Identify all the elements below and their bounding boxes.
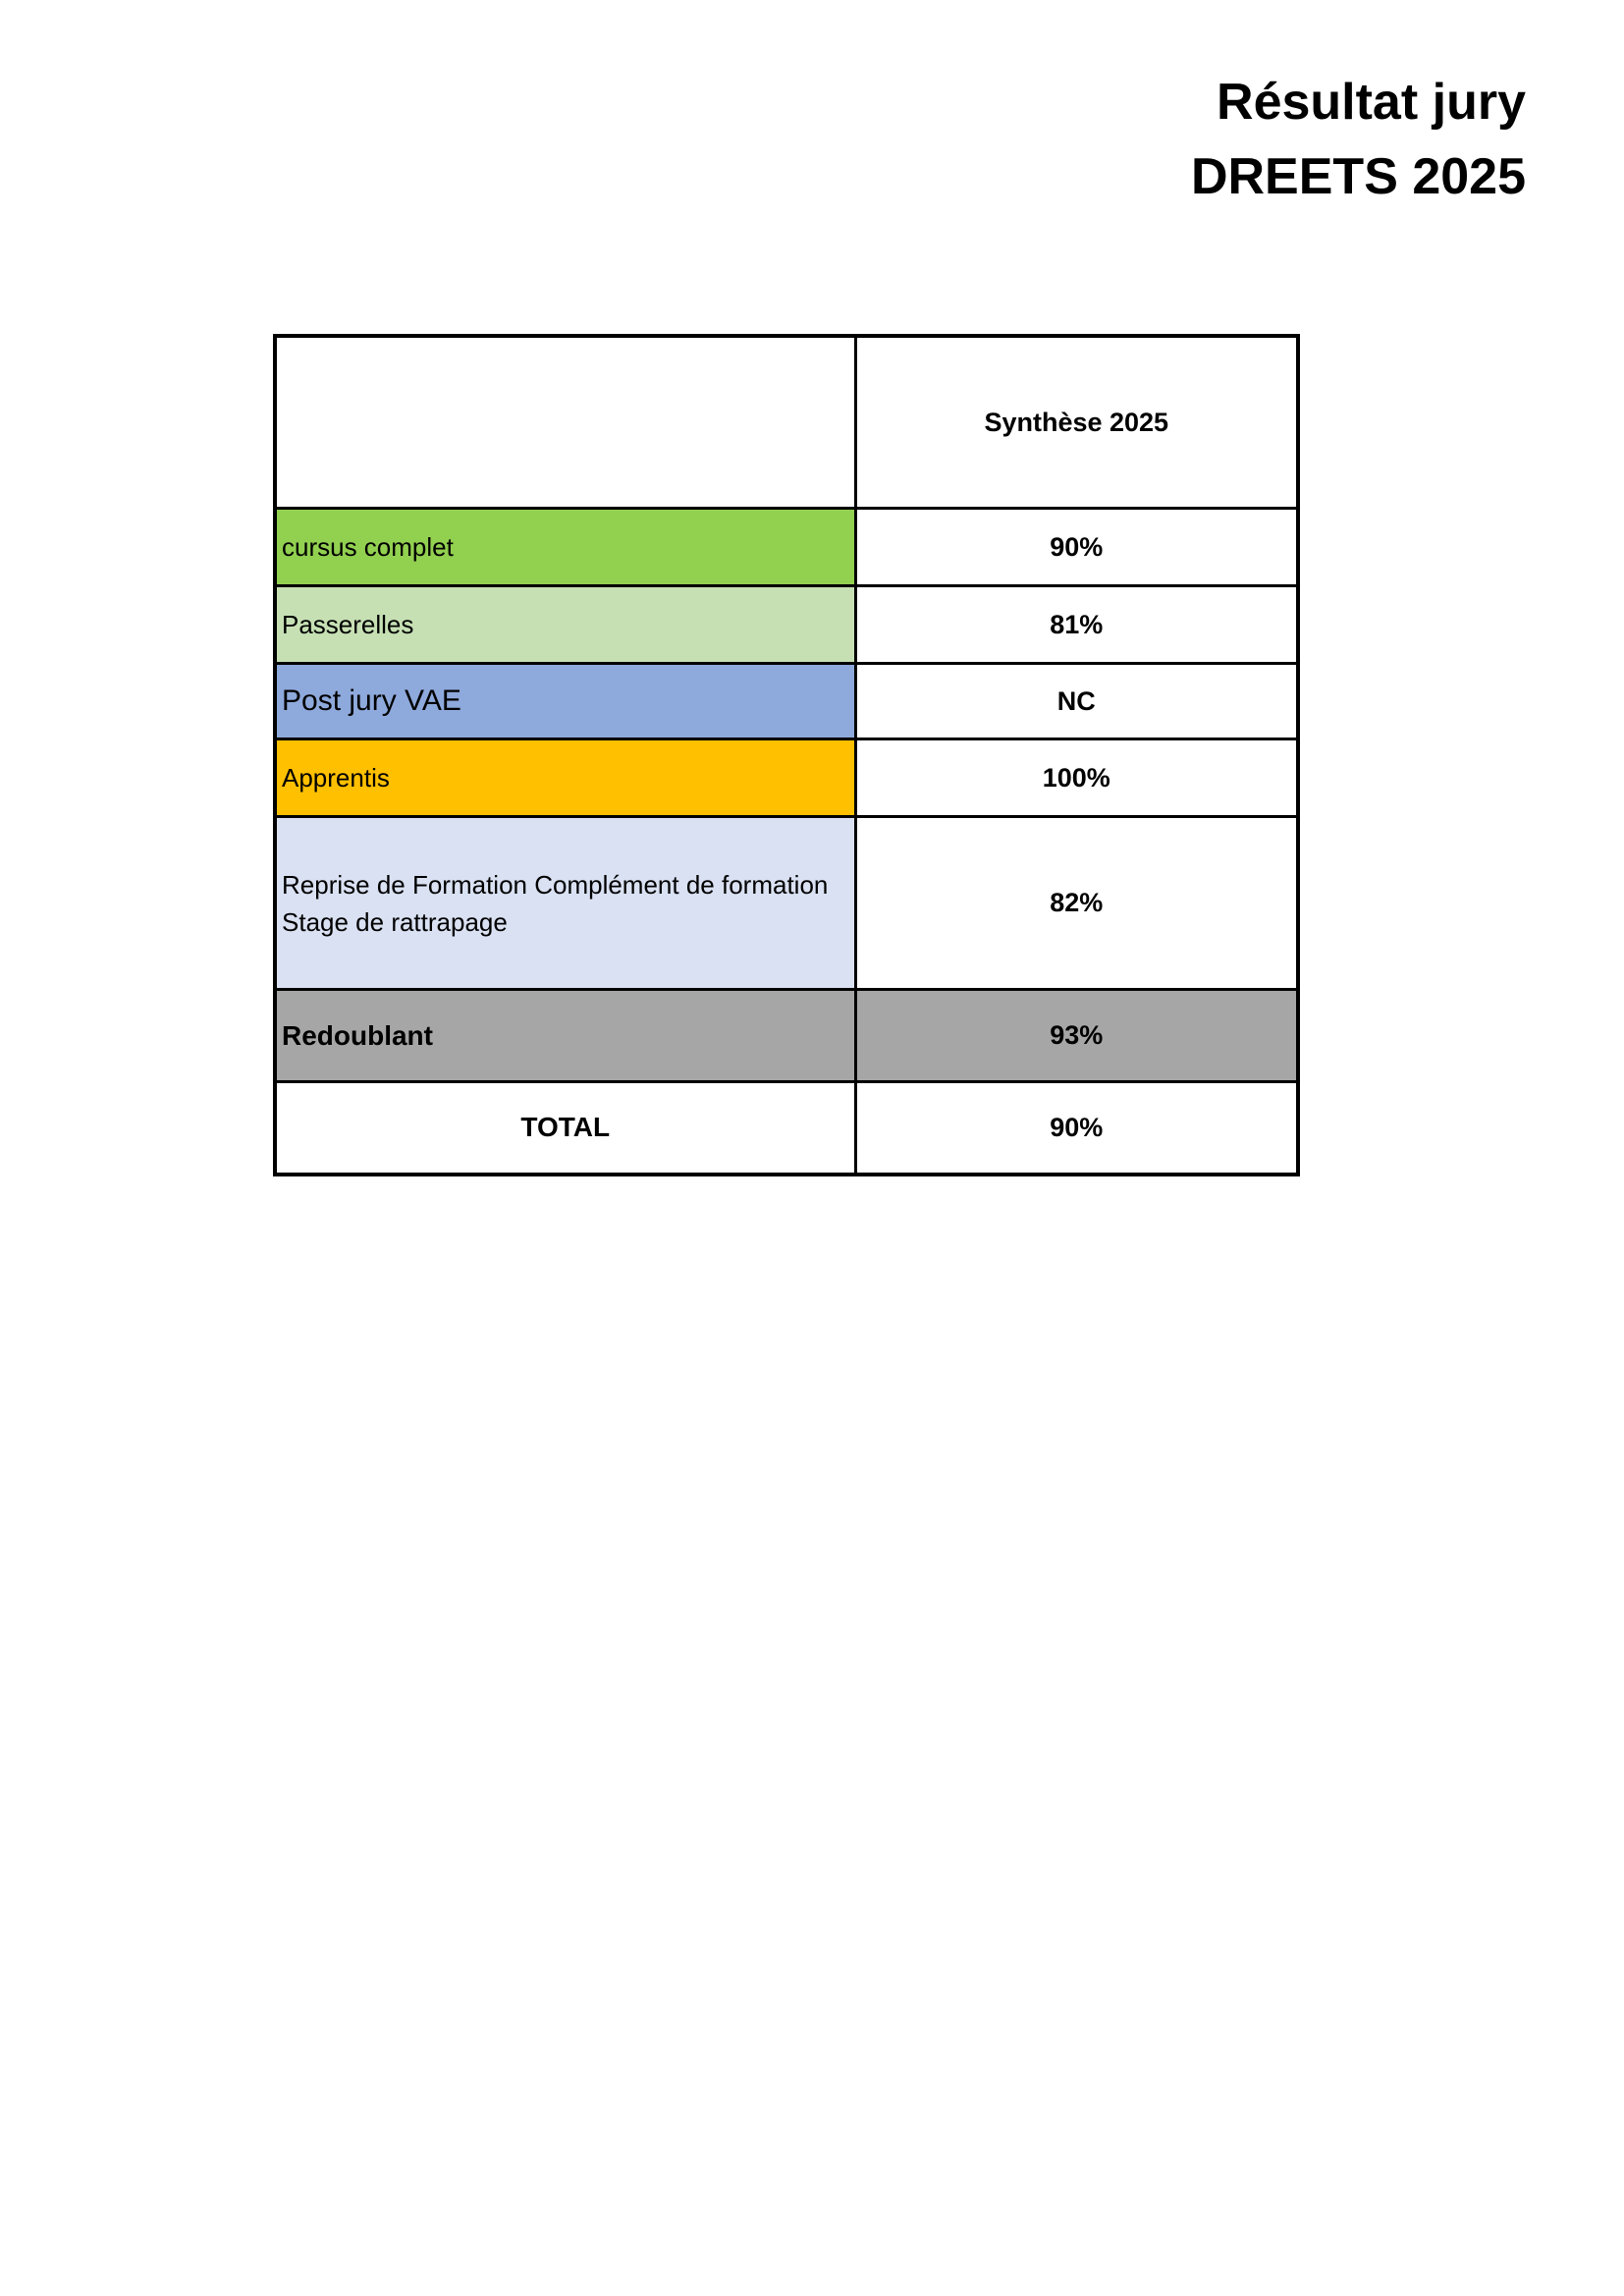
row-label-apprentis: Apprentis	[275, 739, 855, 817]
page-title-line-2: DREETS 2025	[1190, 148, 1526, 205]
row-label-post-jury-vae: Post jury VAE	[275, 664, 855, 739]
row-value-apprentis: 100%	[855, 739, 1298, 817]
row-value-reprise-de-formation: 82%	[855, 817, 1298, 990]
table-row	[275, 739, 1298, 817]
row-value-redoublant: 93%	[855, 990, 1298, 1082]
table-header-row	[275, 336, 1298, 509]
row-label-redoublant: Redoublant	[275, 990, 855, 1082]
row-value-cursus-complet: 90%	[855, 509, 1298, 586]
total-value: 90%	[855, 1082, 1298, 1175]
table-row	[275, 817, 1298, 990]
row-value-passerelles: 81%	[855, 586, 1298, 664]
row-label-cursus-complet: cursus complet	[275, 509, 855, 586]
table-row	[275, 509, 1298, 586]
row-label-reprise-de-formation: Reprise de Formation Complément de formation Stage de rattrapage	[275, 817, 855, 990]
table-row	[275, 664, 1298, 739]
results-table	[273, 334, 1300, 1176]
row-value-post-jury-vae: NC	[855, 664, 1298, 739]
table-row	[275, 586, 1298, 664]
header-empty-cell	[275, 336, 855, 509]
page-title-line-1: Résultat jury	[1217, 74, 1526, 131]
total-label: TOTAL	[275, 1082, 855, 1175]
table-total-row	[275, 1082, 1298, 1175]
row-label-passerelles: Passerelles	[275, 586, 855, 664]
page-title	[1191, 65, 1526, 214]
table-row	[275, 990, 1298, 1082]
column-header: Synthèse 2025	[855, 336, 1298, 509]
